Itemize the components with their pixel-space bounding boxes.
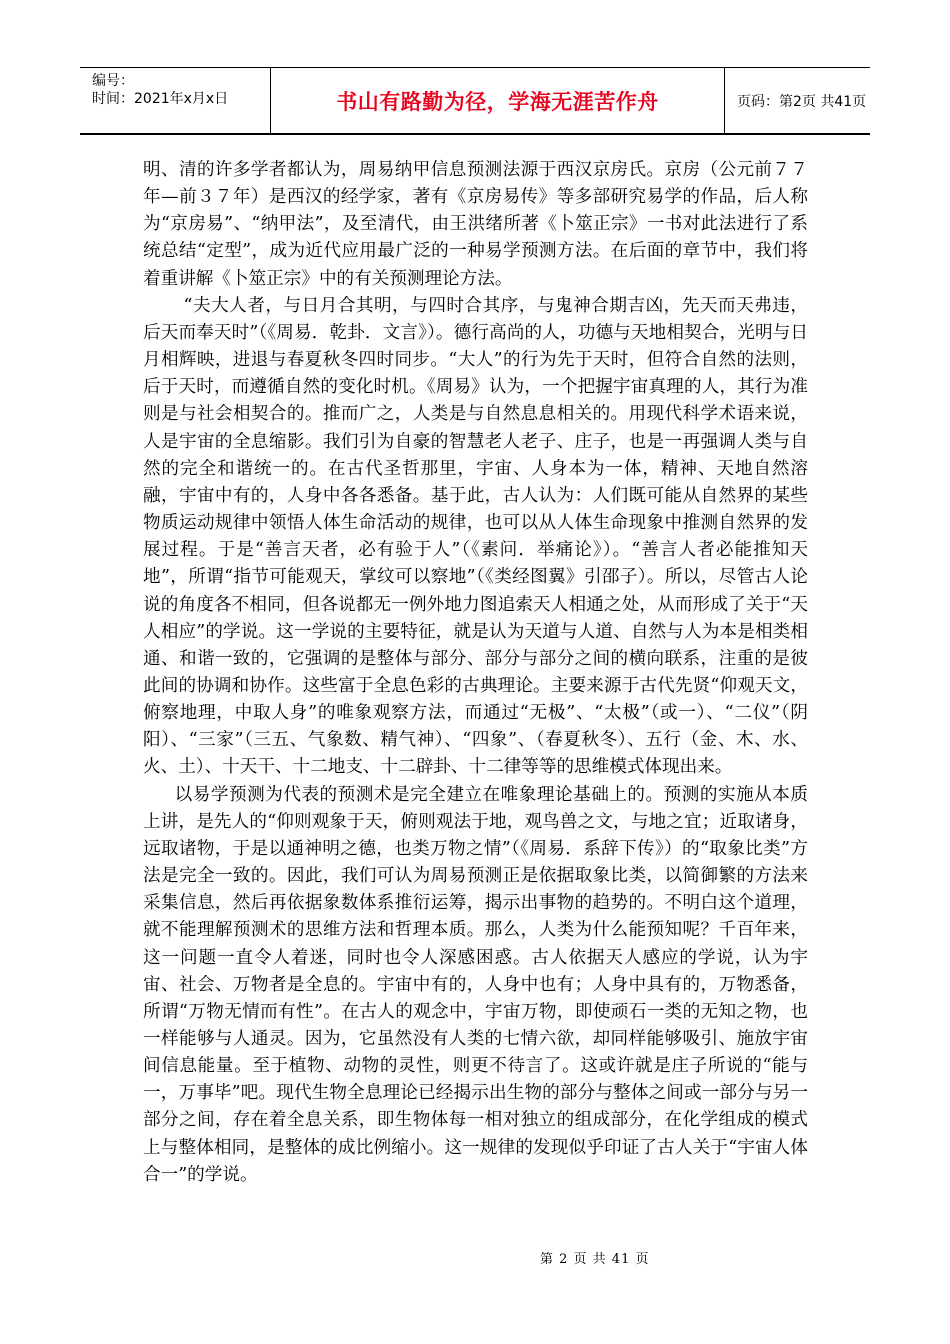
- document-time-label: 时间：2021年x月x日: [92, 91, 229, 107]
- body-paragraph: 明、清的许多学者都认为，周易纳甲信息预测法源于西汉京房氏。京房（公元前７７年—前３７年）是西汉的经学家，著有《京房易传》等多部研究易学的作品，后人称为“京房易”、“纳甲法”，及至清代，由王洪绪所著《卜筮正宗》一书对此法进行了系统总结“定型”，成为近代应用最广泛的一种易学预测方法。在后面的章节中，我们将着重讲解《卜筮正宗》中的有关预测理论方法。: [143, 160, 808, 289]
- body-paragraph: 以易学预测为代表的预测术是完全建立在唯象理论基础上的。预测的实施从本质上讲，是先人的“仰则观象于天，俯则观法于地，观鸟兽之文，与地之宜；近取诸身，远取诸物，于是以通神明之德，也类万物之情”（《周易．系辞下传》）的“取象比类”方法是完全一致的。因此，我们可认为周易预测正是依据取象比类，以简御繁的方法来采集信息，然后再依据象数体系推衍运筹，揭示出事物的趋势的。不明白这个道理，就不能理解预测术的思维方法和哲理本质。那么，人类为什么能预知呢？千百年来，这一问题一直令人着迷，同时也令人深感困惑。古人依据天人感应的学说，认为宇宙、社会、万物者是全息的。宇宙中有的，人身中也有；人身中具有的，万物悉备，所谓“万物无情而有性”。在古人的观念中，宇宙万物，即使顽石一类的无知之物，也一样能够与人通灵。因为，它虽然没有人类的七情六欲，却同样能够吸引、施放宇宙间信息能量。至于植物、动物的灵性，则更不待言了。这或许就是庄子所说的“能与一，万事毕”吧。现代生物全息理论已经揭示出生物的部分与整体之间或一部分与另一部分之间，存在着全息关系，即生物体每一相对独立的组成部分，在化学组成的模式上与整体相同，是整体的成比例缩小。这一规律的发现似乎印证了古人关于“宇宙人体合一”的学说。: [143, 784, 808, 1185]
- body-paragraph: “夫大人者，与日月合其明，与四时合其序，与鬼神合期吉凶，先天而天弗违，后天而奉天时”（《周易．乾卦．文言》）。德行高尚的人，功德与天地相契合，光明与日月相辉映，进退与春夏秋冬四时同步。“大人”的行为先于天时，但符合自然的法则，后于天时，而遵循自然的变化时机。《周易》认为，一个把握宇宙真理的人，其行为准则是与社会相契合的。推而广之，人类是与自然息息相关的。用现代科学术语来说，人是宇宙的全息缩影。我们引为自豪的智慧老人老子、庄子，也是一再强调人类与自然的完全和谐统一的。在古代圣哲那里，宇宙、人身本为一体，精神、天地自然溶融，宇宙中有的，人身中各各悉备。基于此，古人认为：人们既可能从自然界的某些物质运动规律中领悟人体生命活动的规律，也可以从人体生命现象中推测自然界的发展过程。于是“善言天者，必有验于人”（《素问．举痛论》）。“善言人者必能推知天地”，所谓“指节可能观天，掌纹可以察地”（《类经图翼》引邵子）。所以，尽管古人论说的角度各不相同，但各说都无一例外地力图追索天人相通之处，从而形成了关于“天人相应”的学说。这一学说的主要特征，就是认为天道与人道、自然与人为本是相类相通、和谐一致的，它强调的是整体与部分、部分与部分之间的横向联系，注重的是彼此间的协调和协作。这些富于全息色彩的古典理论。主要来源于古代先贤“仰观天文，俯察地理，中取人身”的唯象观察方法，而通过“无极”、“太极”（或一）、“二仪”（阴阳）、“三家”（三五、气象数、精气神）、“四象”、（春夏秋冬）、五行（金、木、水、火、土）、十天干、十二地支、十二辟卦、十二律等等的思维模式体现出来。: [143, 295, 808, 778]
- header-page-info: 页码：第2页 共41页: [737, 93, 867, 110]
- header-meta: [80, 68, 271, 133]
- page-footer: 第 2 页 共 41 页: [540, 1252, 650, 1267]
- header-motto: 书山有路勤为径，学海无涯苦作舟: [271, 68, 725, 133]
- document-number-label: 编号：: [92, 73, 134, 89]
- page-header: [80, 67, 870, 135]
- document-body: [143, 157, 808, 1189]
